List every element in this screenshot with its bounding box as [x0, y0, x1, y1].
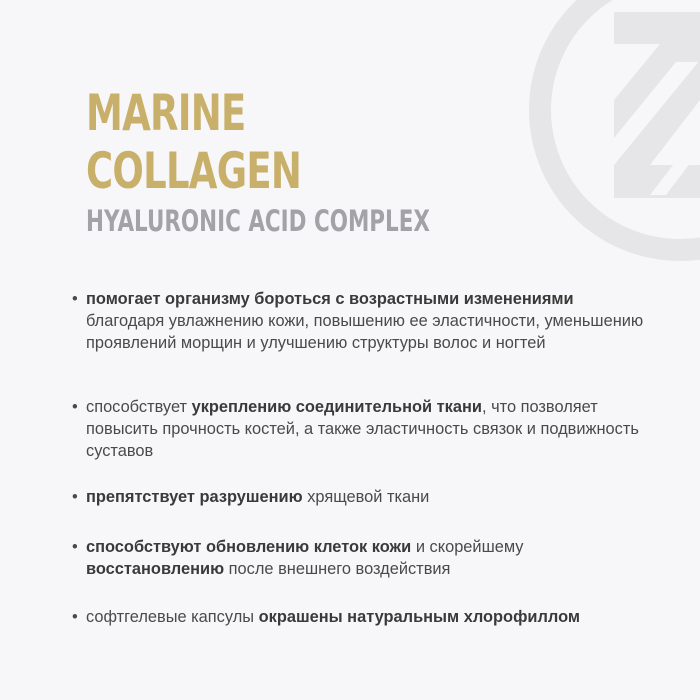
text: и скорейшему: [411, 538, 524, 556]
bold-text: укреплению соединительной ткани: [191, 398, 482, 416]
text: софтгелевые капсулы: [86, 608, 259, 626]
text: после внешнего воздействия: [224, 560, 451, 578]
title-block: [86, 84, 551, 238]
bold-text: способствуют обновлению клеток кожи: [86, 538, 412, 556]
text: , что позволяет повысить прочность костей, а также эластичность связок и подвижность суставов: [86, 398, 639, 460]
bold-text: окрашены натуральным хлорофиллом: [258, 608, 581, 626]
bold-text: восстановлению: [86, 560, 225, 578]
list-item: [72, 606, 580, 628]
bold-text: помогает организму бороться с возрастными изменениями: [86, 290, 574, 308]
title-line-2: COLLAGEN: [86, 142, 302, 200]
list-item: [72, 486, 429, 508]
subtitle: HYALURONIC ACID COMPLEX: [86, 204, 430, 238]
text: способствует: [86, 398, 192, 416]
text: хрящевой ткани: [302, 488, 430, 506]
title-line-1: MARINE: [86, 84, 246, 142]
list-item: [72, 536, 652, 580]
bold-text: препятствует разрушению: [86, 488, 303, 506]
list-item: [72, 288, 652, 354]
list-item: [72, 396, 652, 462]
text: благодаря увлажнению кожи, повышению ее эластичности, уменьшению проявлений морщин и улучшению структуры волос и ногтей: [86, 312, 644, 352]
